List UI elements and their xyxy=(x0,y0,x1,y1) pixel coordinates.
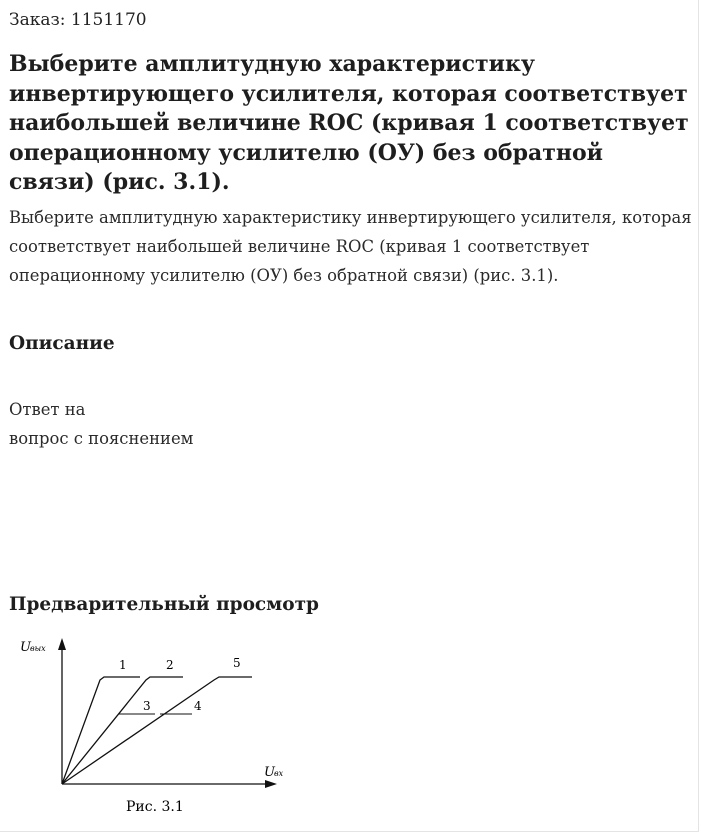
order-number: Заказ: 1151170 xyxy=(9,10,147,30)
curve-label-5: 5 xyxy=(233,656,241,670)
figure-caption: Рис. 3.1 xyxy=(126,799,184,815)
y-axis-arrow xyxy=(58,638,66,650)
x-axis-label: U xyxy=(264,765,275,780)
curve-1 xyxy=(62,677,140,784)
preview-figure xyxy=(0,630,300,820)
description-heading: Описание xyxy=(9,333,115,354)
figure-3-1-diagram xyxy=(0,630,300,820)
curve-label-4: 4 xyxy=(194,699,202,713)
curve-5 xyxy=(62,677,252,784)
y-axis-label-sub: вых xyxy=(30,644,46,653)
curve-label-3: 3 xyxy=(143,699,151,713)
x-axis-label-sub: вх xyxy=(274,769,284,778)
x-axis-arrow xyxy=(265,780,277,788)
answer-line-2: вопрос с пояснением xyxy=(9,429,194,448)
curve-label-1: 1 xyxy=(119,658,127,672)
answer-line-1: Ответ на xyxy=(9,400,86,419)
curve-label-2: 2 xyxy=(166,658,174,672)
answer-text xyxy=(9,395,193,453)
curve-2 xyxy=(62,677,183,784)
question-body: Выберите амплитудную характеристику инвертирующего усилителя, которая соответствует наибольшей величине ROC (кривая 1 соответствует операционному усилителю (ОУ) без обратной связи) (рис. 3.1). xyxy=(9,208,692,285)
y-axis-label: U xyxy=(20,640,31,655)
question-title: Выберите амплитудную характеристику инвертирующего усилителя, которая соответствует наибольшей величине ROC (кривая 1 соответствует операционному усилителю (ОУ) без обратной связи) (рис. 3.1). xyxy=(9,51,689,195)
preview-heading: Предварительный просмотр xyxy=(9,594,319,615)
